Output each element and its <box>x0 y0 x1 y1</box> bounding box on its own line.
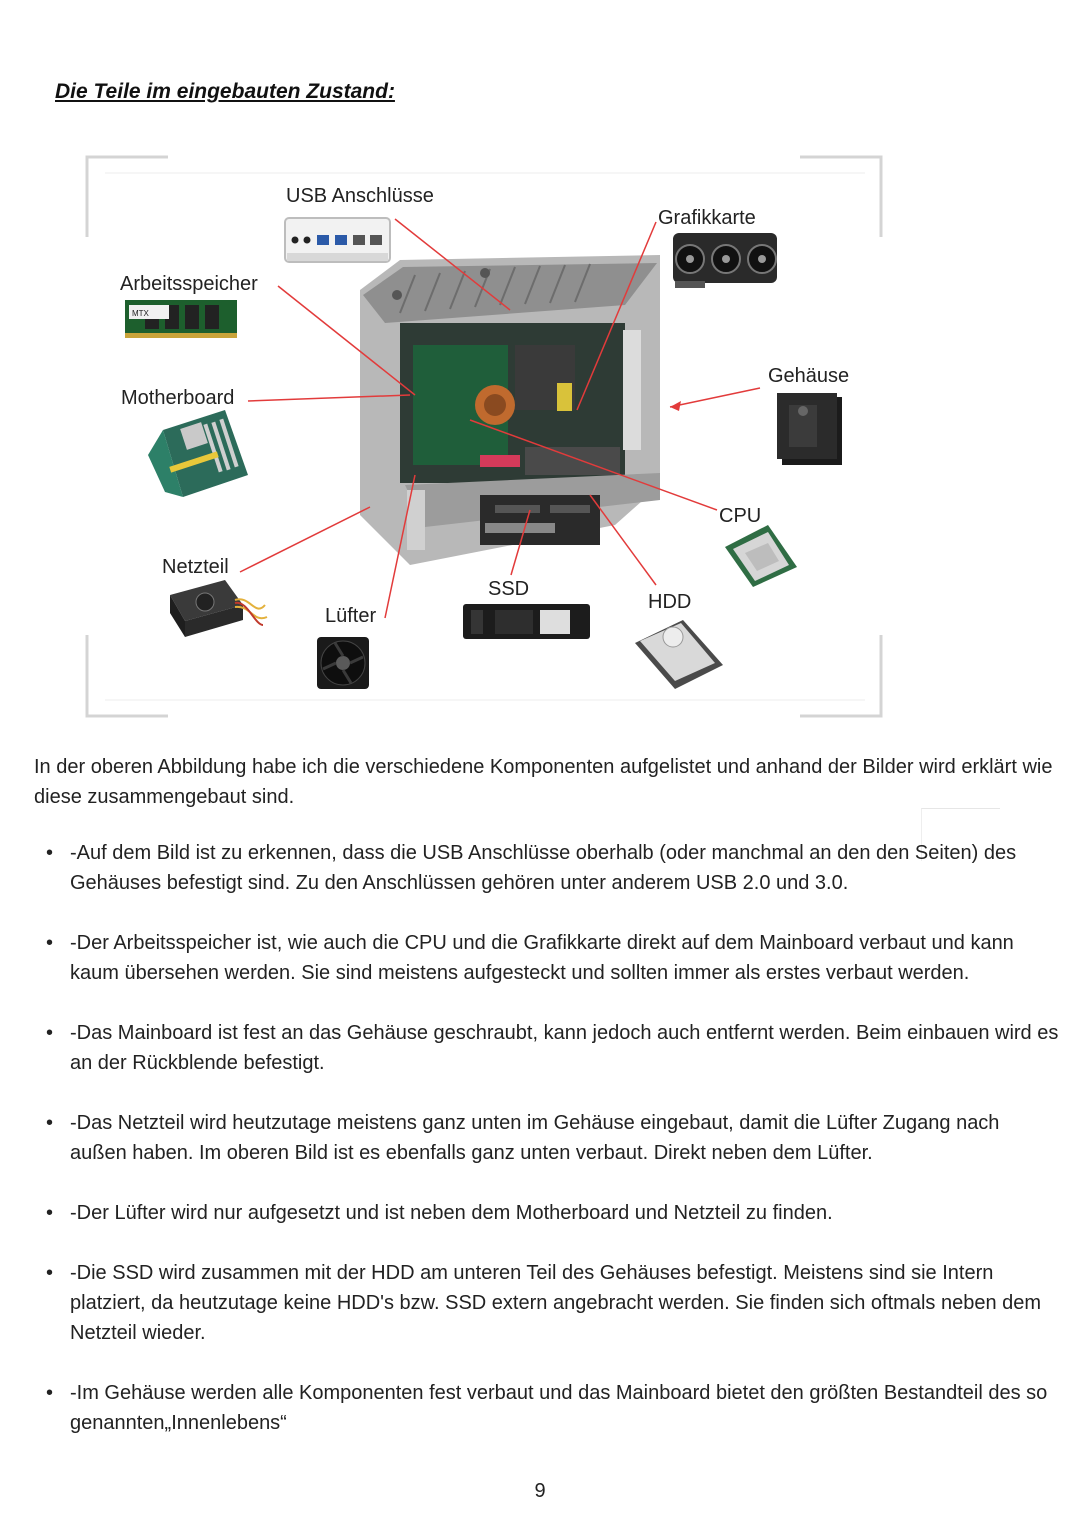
psu-image <box>170 580 267 637</box>
figure-illustration <box>85 155 885 720</box>
fan-image <box>317 637 369 689</box>
label-grafikkarte: Grafikkarte <box>658 207 756 229</box>
label-hdd: HDD <box>648 591 692 613</box>
hdd-image <box>635 620 723 689</box>
usb-ports-image <box>285 218 390 262</box>
label-motherboard: Motherboard <box>121 387 235 409</box>
motherboard-image <box>148 410 248 497</box>
bullet-usb: • -Auf dem Bild ist zu erkennen, dass die USB Anschlüsse oberhalb (oder manchmal an den den Seiten) des Gehäuses befestigt sind. Zu den Anschlüssen gehören unter anderem USB 2.0 und 3.0. <box>0 838 1060 898</box>
label-luefter: Lüfter <box>325 605 377 627</box>
bullet-list <box>0 838 1060 1468</box>
label-cpu: CPU <box>719 505 762 527</box>
graphics-card-image <box>673 233 777 288</box>
bullet-netzteil: • -Das Netzteil wird heutzutage meistens ganz unten im Gehäuse eingebaut, damit die Lüfter Zugang nach außen haben. Im oberen Bild ist es ebenfalls ganz unten verbaut. Direkt neben dem Lüfter. <box>0 1108 1060 1168</box>
ssd-image <box>463 604 590 639</box>
bullet-luefter: • -Der Lüfter wird nur aufgesetzt und ist neben dem Motherboard und Netzteil zu finden. <box>0 1198 1060 1228</box>
ram-sticker-text: MTX <box>132 309 149 318</box>
section-heading: Die Teile im eingebauten Zustand: <box>55 80 395 103</box>
label-gehaeuse: Gehäuse <box>768 365 850 387</box>
page-number: 9 <box>534 1480 546 1502</box>
bullet-ssd-hdd: • -Die SSD wird zusammen mit der HDD am unteren Teil des Gehäuses befestigt. Meistens sind sie Intern platziert, da heutzutage keine HDD's bzw. SSD extern angebracht werden. Sie finden sich oftmals neben dem Netzteil wieder. <box>0 1258 1060 1348</box>
intro-paragraph: In der oberen Abbildung habe ich die verschiedene Komponenten aufgelistet und anhand der Bilder wird erklärt wie diese zusammengebaut sind. <box>34 756 1053 808</box>
open-pc-case-image <box>360 255 660 565</box>
cpu-image <box>725 525 797 587</box>
pc-tower-image <box>777 393 842 465</box>
label-arbeitsspeicher: Arbeitsspeicher <box>120 273 258 295</box>
bullet-gehaeuse: • -Im Gehäuse werden alle Komponenten fest verbaut und das Mainboard bietet den größten Bestandteil des so genannten„Innenlebens“ <box>0 1378 1060 1438</box>
label-usb: USB Anschlüsse <box>286 185 434 207</box>
label-netzteil: Netzteil <box>162 556 229 578</box>
components-figure <box>85 155 885 720</box>
ram-module-image <box>125 300 237 338</box>
bullet-ram: • -Der Arbeitsspeicher ist, wie auch die CPU und die Grafikkarte direkt auf dem Mainboard verbaut und kann kaum übersehen werden. Sie sind meistens aufgesteckt und sollten immer als erstes verbaut werden. <box>0 928 1060 988</box>
label-ssd: SSD <box>488 578 530 600</box>
bullet-mainboard: • -Das Mainboard ist fest an das Gehäuse geschraubt, kann jedoch auch entfernt werden. Beim einbauen wird es an der Rückblende befestigt. <box>0 1018 1060 1078</box>
